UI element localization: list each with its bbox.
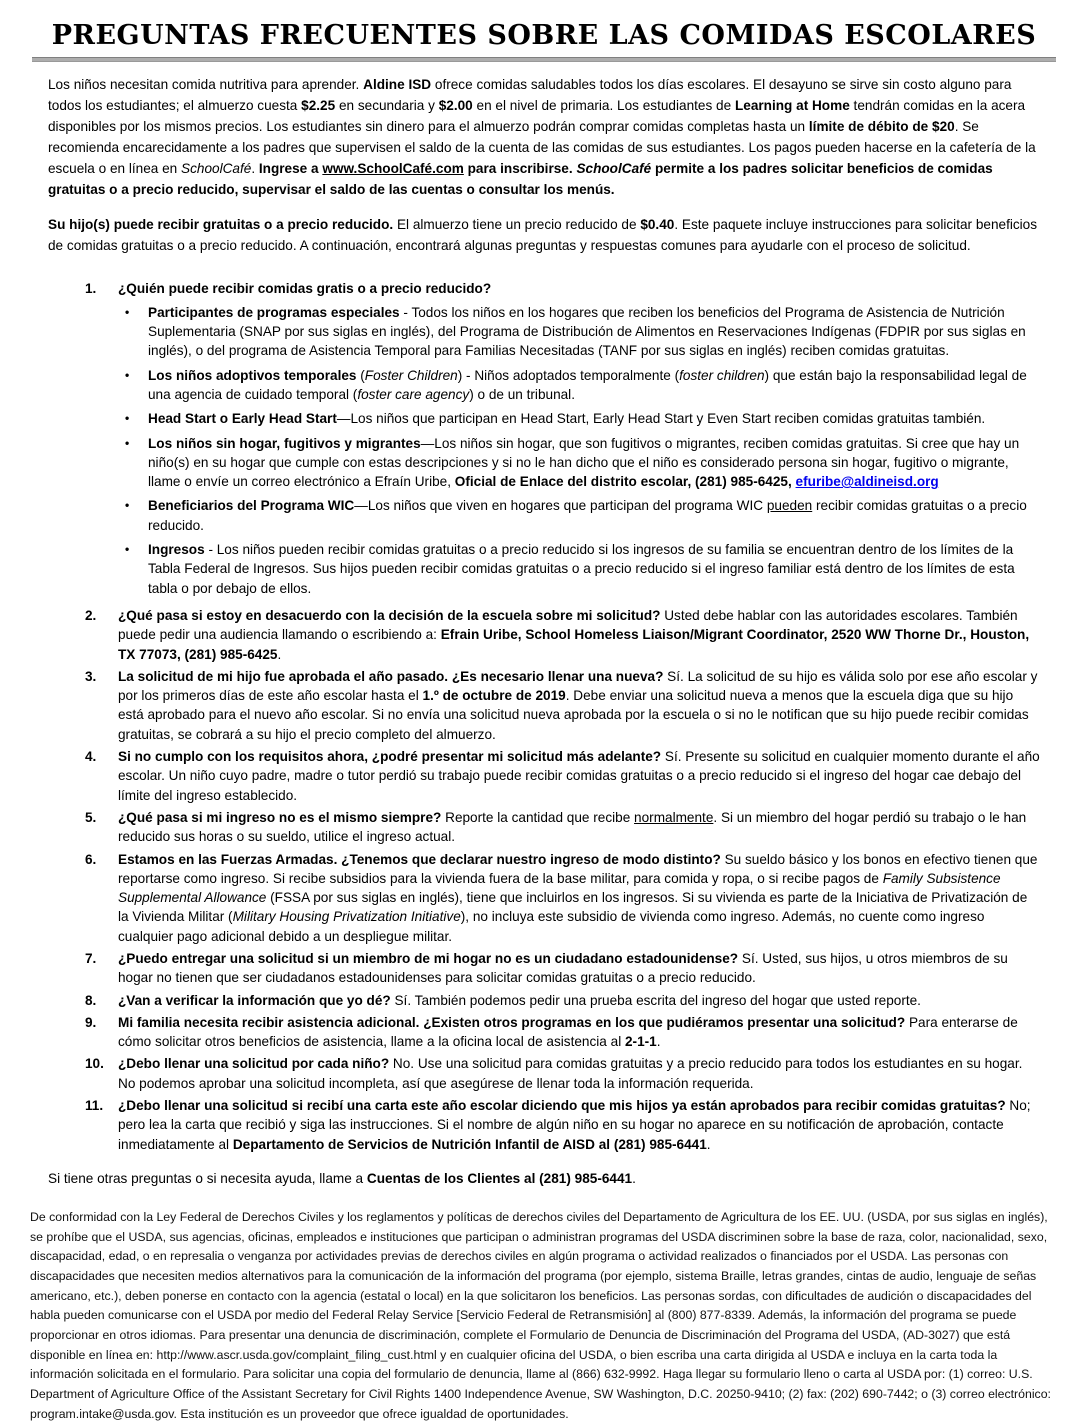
text-segment: .: [277, 646, 282, 662]
bullet-icon: •: [125, 542, 130, 557]
text-segment: Si tiene otras preguntas o si necesita ayuda, llame a: [48, 1170, 367, 1186]
reduced-price-paragraph: [48, 214, 1040, 256]
text-segment: . Este paquete incluye instrucciones para solicitar beneficios de comidas gratuitas o a precio reducido. A continuación, encontrará algunas preguntas y respuestas comunes para ayudarle con el proceso de solicitud.: [48, 217, 1038, 254]
text-segment: El almuerzo tiene un precio reducido de: [393, 217, 641, 233]
text-segment: .: [632, 1170, 636, 1186]
text-segment: De conformidad con la Ley Federal de Derechos Civiles y los reglamentos y políticas de derechos civiles del Departamento de Agricultura de los EE. UU. (USDA, por sus siglas en inglés), se prohíbe que el USDA, sus agencias, oficinas, empleados e instituciones que participan o administran programas del USDA discriminen sobre la base de raza, color, nacionalidad, sexo, discapacidad, edad, o en represalia o venganza por actividades previas de derechos civiles en algún programa o actividad realizados o financiados por el USDA. Las personas con discapacidades que necesiten medios alternativos para la comunicación de la información del programa (por ejemplo, sistema Braille, letras grandes, cintas de audio, lenguaje de señas americano, etc.), deben ponerse en contacto con la agencia (estatal o local) en la que solicitaron los beneficios. Las personas sordas, con dificultades de audición o discapacidades del habla pueden comunicarse con el USDA por medio del Federal Relay Service [Servicio Federal de Retransmisión] al (800) 877-8339. Además, la información del programa se puede proporcionar en otros idiomas. Para presentar una denuncia de discriminación, complete el Formulario de Denuncia de Discriminación del Programa del USDA, (AD-3027) que está disponible en línea en: http://www.ascr.usda.gov/complaint_filing_cust.html y en cualquier oficina del USDA, o bien escriba una carta dirigida al USDA e incluya en la carta toda la información solicitada en el formulario. Para solicitar una copia del formulario de denuncia, llame al (866) 632-9992. Haga llegar su formulario lleno o carta al USDA por: (1) correo: U.S. Department of Agriculture Office of the Assistant Secretary for Civil Rights 1400 Independence Avenue, SW Washington, D.C. 20250-9410; (2) fax: (202) 690-7442; o (3) correo electrónico: program.intake@usda.gov. Esta institución es un proveedor que ofrece igualdad de oportunidades.: [30, 1210, 1051, 1421]
faq-item-number: 8.: [85, 992, 97, 1008]
text-segment: Su sueldo básico y los bonos en efectivo tienen que reportarse como ingreso. Si recibe subsidios para la vivienda fuera de la base militar, para comida y ropa, o si recibe pagos de: [118, 851, 1038, 886]
text-segment: límite de débito de $20: [808, 119, 955, 135]
text-segment: ¿Debo llenar una solicitud por cada niño?: [118, 1056, 390, 1072]
faq-bullet: [118, 434, 1040, 492]
text-segment: Sí. Presente su solicitud en cualquier momento durante el año escolar. Un niño cuyo padre, madre o tutor perdió su trabajo puede recibir comidas gratuitas o a precio reducido si el ingreso del hogar cae debajo del límite del ingreso establecido.: [118, 749, 1040, 803]
text-segment: .: [656, 1034, 661, 1050]
text-segment: ¿Qué pasa si estoy en desacuerdo con la decisión de la escuela sobre mi solicitud?: [118, 607, 661, 623]
text-segment: (FSSA por sus siglas en inglés), tiene que incluirlos en los ingresos. Si su vivienda es parte de la Iniciativa de Privatización de la Vivienda Militar (: [118, 890, 1028, 925]
text-segment: Departamento de Servicios de Nutrición Infantil de AISD al (281) 985-6441: [232, 1136, 707, 1152]
text-segment: tendrán comidas en la acera disponibles por los mismos precios. Los estudiantes sin dinero para el almuerzo podrán comprar comidas completas hasta un: [48, 98, 1026, 135]
text-segment: Military Housing Privatization Initiative: [232, 909, 461, 925]
faq-item-text: [118, 1054, 1040, 1093]
text-segment: Para enterarse de cómo solicitar otros beneficios de asistencia, llame a la oficina local de asistencia al: [118, 1014, 1018, 1050]
schoolcafe-link[interactable]: www.SchoolCafé.com: [322, 161, 464, 177]
text-segment: Su hijo(s) puede recibir gratuitas o a precio reducido.: [48, 217, 394, 233]
faq-bullet-text: [148, 366, 1040, 405]
faq-bullet-text: [148, 434, 1040, 492]
bullet-icon: •: [125, 498, 130, 513]
faq-item-7: [85, 949, 1040, 988]
faq-item-9: [85, 1013, 1040, 1052]
text-segment: - Los niños pueden recibir comidas gratuitas o a precio reducido si los ingresos de su familia se encuentran dentro de los límites de la Tabla Federal de Ingresos. Sus hijos pueden recibir comidas gratuitas o a precio reducido si el ingreso familiar está dentro de los límites de esta tabla o por debajo de ellos.: [148, 542, 1015, 596]
text-segment: . Debe enviar una solicitud nueva a menos que la escuela diga que su hijo está aprobado para el nuevo año escolar. Si no envía una solicitud nueva aprobada por la escuela o si no le notifican que su hijo puede recibir comidas gratuitas, se cobrará a su hijo el precio completo del almuerzo.: [118, 688, 1029, 742]
text-segment: en el nivel de primaria. Los estudiantes de: [472, 98, 735, 114]
faq-item-1: [85, 279, 1040, 603]
title-divider: [32, 57, 1056, 62]
text-segment: Reporte la cantidad que recibe: [441, 809, 635, 825]
faq-item-text: [118, 1096, 1040, 1154]
text-segment: Family Subsistence Supplemental Allowance: [118, 870, 1001, 906]
text-segment: . Si un miembro del hogar perdió su trabajo o le han reducido sus horas o su sueldo, utilice el ingreso actual.: [118, 809, 1027, 845]
text-segment: ofrece comidas saludables todos los días escolares. El desayuno se sirve sin costo alguno para todos los estudiantes; el almuerzo cuesta: [48, 77, 1012, 114]
text-segment: foster care agency: [357, 386, 470, 402]
text-segment: Ingresos: [148, 542, 205, 558]
text-segment: Learning at Home: [734, 98, 850, 114]
text-segment: .: [706, 1136, 711, 1152]
faq-bullet: [118, 366, 1040, 405]
text-segment: Estamos en las Fuerzas Armadas. ¿Tenemos que declarar nuestro ingreso de modo distinto?: [118, 851, 721, 867]
faq-item-11: [85, 1096, 1040, 1154]
faq-item-4: [85, 747, 1040, 805]
text-segment: Cuentas de los Clientes al (281) 985-6441: [366, 1170, 633, 1186]
text-segment: ¿Debo llenar una solicitud si recibí una carta este año escolar diciendo que mis hijos ya están aprobados para recibir comidas gratuitas?: [118, 1098, 1006, 1114]
faq-item-text: [118, 747, 1040, 805]
text-segment: $0.40: [640, 217, 675, 233]
text-segment: ¿Puedo entregar una solicitud si un miembro de mi hogar no es un ciudadano estadounidense?: [118, 951, 739, 966]
faq-bullet-text: [148, 540, 1040, 598]
text-segment: permite a los padres solicitar beneficios de comidas gratuitas o a precio reducido, supervisar el saldo de las cuentas o consultar los menús.: [48, 161, 993, 198]
text-segment: Participantes de programas especiales: [148, 304, 400, 320]
text-segment: Oficial de Enlace del distrito escolar, (281) 985-6425,: [454, 474, 796, 490]
faq-item-text: [118, 279, 1040, 603]
email-link[interactable]: efuribe@aldineisd.org: [795, 474, 939, 490]
faq-item-2: [85, 606, 1040, 664]
faq-item-number: 1.: [85, 280, 97, 296]
text-segment: . Se recomienda encarecidamente a los padres que supervisen el saldo de la cuenta de las comidas de sus estudiantes. Los pagos pueden hacerse en la cafetería de la escuela o en línea en: [48, 119, 1036, 177]
text-segment: —Los niños que viven en hogares que participan del programa WIC: [354, 498, 767, 514]
text-segment: Sí. La solicitud de su hijo es válida solo por ese año escolar y por los primeros días de este año escolar hasta el: [118, 668, 1038, 704]
faq-bullet-text: [148, 303, 1040, 361]
text-segment: Los niños adoptivos temporales: [148, 367, 357, 383]
text-segment: $2.25: [301, 98, 336, 114]
intro-paragraph: [48, 74, 1040, 200]
text-segment: $2.00: [438, 98, 473, 114]
text-segment: Los niños necesitan comida nutritiva para aprender.: [48, 77, 364, 92]
text-segment: SchoolCafé: [576, 161, 652, 177]
faq-bullet-text: [148, 409, 1040, 428]
text-segment: .: [251, 161, 259, 177]
faq-bullet-text: [148, 496, 1040, 535]
page-title: PREGUNTAS FRECUENTES SOBRE LAS COMIDAS ESCOLARES: [51, 20, 1037, 51]
faq-item-number: 3.: [85, 668, 97, 684]
bullet-icon: •: [125, 435, 130, 450]
text-segment: 2-1-1: [625, 1034, 657, 1050]
text-segment: Sí. Usted, sus hijos, u otros miembros de su hogar no tienen que ser ciudadanos estadounidenses para solicitar comidas gratuitas o a precio reducido.: [118, 951, 1008, 986]
text-segment: Aldine ISD: [363, 77, 432, 92]
text-segment: La solicitud de mi hijo fue aprobada el año pasado. ¿Es necesario llenar una nueva?: [118, 668, 664, 684]
text-segment: Sí. También podemos pedir una prueba escrita del ingreso del hogar que usted reporte.: [390, 992, 921, 1008]
faq-item-number: 7.: [85, 951, 97, 966]
faq-bullet: [118, 409, 1040, 428]
faq-item-text: [118, 991, 1040, 1010]
faq-item-text: [118, 606, 1040, 664]
text-segment: Head Start o Early Head Start: [148, 411, 337, 427]
faq-item-number: 5.: [85, 809, 97, 825]
text-segment: ) o de un tribunal.: [469, 386, 575, 402]
text-segment: normalmente: [634, 809, 714, 825]
text-segment: Beneficiarios del Programa WIC: [148, 498, 355, 514]
text-segment: para inscribirse.: [463, 161, 577, 177]
text-segment: en secundaria y: [335, 98, 439, 114]
text-segment: No. Use una solicitud para comidas gratuitas y a precio reducido para todos los estudiantes en su hogar. No podemos aprobar una solicitud incompleta, así que asegúrese de llenar toda la información requerida.: [118, 1056, 1023, 1091]
faq-item-text: [118, 1013, 1040, 1052]
text-segment: Si no cumplo con los requisitos ahora, ¿podré presentar mi solicitud más adelante?: [118, 749, 662, 765]
faq-item-text: [118, 850, 1040, 946]
faq-item-5: [85, 808, 1040, 847]
faq-bullet: [118, 540, 1040, 598]
faq-list: [48, 279, 1040, 1154]
faq-bullets: [118, 303, 1040, 598]
faq-item-10: [85, 1054, 1040, 1093]
text-segment: Foster Children: [364, 367, 458, 383]
faq-item-number: 2.: [85, 607, 97, 623]
faq-item-text: [118, 808, 1040, 847]
text-segment: Mi familia necesita recibir asistencia adicional. ¿Existen otros programas en los que pudiéramos presentar una solicitud?: [118, 1014, 906, 1030]
text-segment: Usted debe hablar con las autoridades escolares. También puede pedir una audiencia llamando o escribiendo a:: [118, 607, 1018, 643]
faq-item-number: 9.: [85, 1014, 97, 1030]
bullet-icon: •: [125, 411, 130, 426]
text-segment: Los niños sin hogar, fugitivos y migrantes: [148, 435, 421, 451]
text-segment: pueden: [766, 498, 813, 514]
text-segment: recibir comidas gratuitas o a precio reducido.: [148, 498, 1027, 533]
bullet-icon: •: [125, 304, 130, 319]
text-segment: ¿Qué pasa si mi ingreso no es el mismo siempre?: [118, 809, 442, 825]
faq-item-number: 11.: [85, 1098, 104, 1114]
faq-item-number: 6.: [85, 851, 97, 867]
faq-item-text: [118, 949, 1040, 988]
text-segment: - Todos los niños en los hogares que reciben los beneficios del Programa de Asistencia de Nutrición Suplementaria (SNAP por sus siglas en inglés), del Programa de Distribución de Alimentos en Reservaciones Indígenas (FDPIR por sus siglas en inglés), o del programa de Asistencia Temporal para Familias Necesitadas (TANF por sus siglas en inglés) reciben comidas gratuitas.: [148, 304, 1026, 359]
text-segment: ) que están bajo la responsabilidad legal de una agencia de cuidado temporal (: [148, 367, 1027, 402]
faq-item-8: [85, 991, 1040, 1010]
text-segment: ) - Niños adoptados temporalmente (: [457, 367, 680, 383]
faq-item-number: 10.: [85, 1056, 104, 1072]
text-segment: No; pero lea la carta que recibió y siga las instrucciones. Si el nombre de algún niño en su hogar no aparece en su notificación de aprobación, contacte inmediatamente al: [118, 1098, 1031, 1152]
text-segment: Ingrese a: [258, 161, 323, 177]
usda-nondiscrimination-statement: [30, 1208, 1058, 1424]
text-segment: —Los niños que participan en Head Start, Early Head Start y Even Start reciben comidas gratuitas también.: [336, 411, 986, 427]
text-segment: —Los niños sin hogar, que son fugitivos o migrantes, reciben comidas gratuitas. Si cree que hay un niño(s) en su hogar que cumple con estas descripciones y si no le han dicho que el niño es considerado persona sin hogar, fugitivo o migrante, llame o envíe un correo electrónico a Efraín Uribe,: [148, 435, 1020, 490]
text-segment: SchoolCafé: [181, 161, 252, 177]
faq-item-text: [118, 667, 1040, 744]
text-segment: (: [356, 367, 365, 383]
closing-line: [48, 1168, 1040, 1189]
text-segment: ), no incluya este subsidio de vivienda como ingreso. Además, no cuente como ingreso cualquier pago adicional debido a un despliegue militar.: [118, 909, 985, 944]
text-segment: Efrain Uribe, School Homeless Liaison/Migrant Coordinator, 2520 WW Thorne Dr., Houston, TX 77073, (281) 985-6425: [118, 627, 1030, 662]
faq-item-number: 4.: [85, 749, 97, 765]
text-segment: ¿Van a verificar la información que yo dé?: [118, 992, 391, 1008]
bullet-icon: •: [125, 367, 130, 382]
text-segment: 1.º de octubre de 2019: [422, 688, 566, 704]
text-segment: ¿Quién puede recibir comidas gratis o a precio reducido?: [118, 280, 492, 296]
text-segment: foster children: [679, 367, 765, 383]
faq-item-6: [85, 850, 1040, 946]
faq-bullet: [118, 303, 1040, 361]
faq-item-3: [85, 667, 1040, 744]
faq-bullet: [118, 496, 1040, 535]
